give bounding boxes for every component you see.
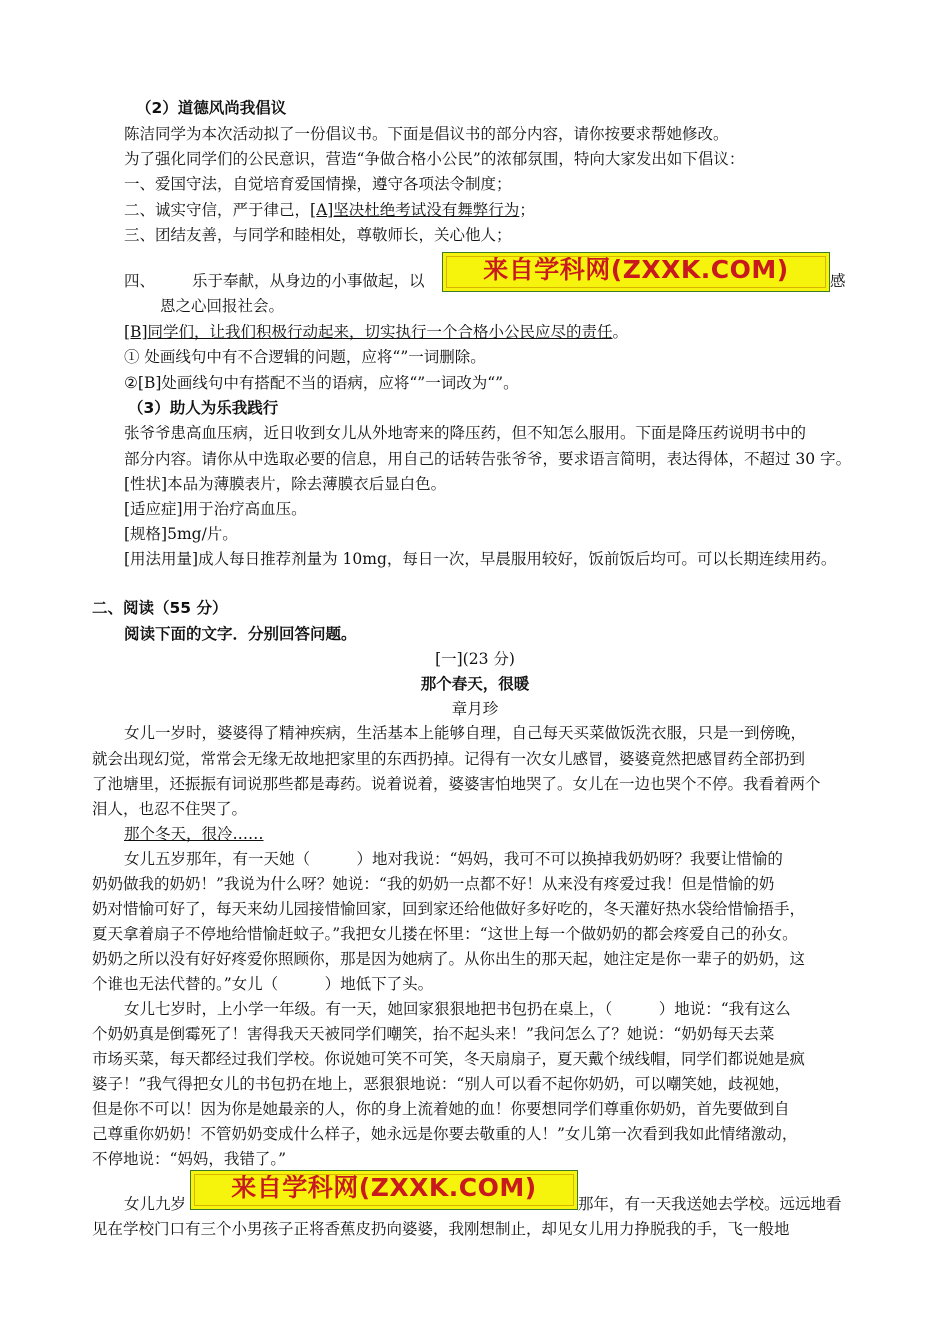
paragraph-line: 市场买菜，每天都经过我们学校。你说她可笑不可笑，冬天扇扇子，夏天戴个绒线帽，同学们都说她是疯 <box>92 1050 806 1068</box>
paragraph-line: 见在学校门口有三个小男孩子正将香蕉皮扔向婆婆，我刚想制止，却见女儿用力挣脱我的手，飞一般地 <box>92 1220 790 1238</box>
helping-intro-1: 张爷爷患高血压病，近日收到女儿从外地寄来的降压药，但不知怎么服用。下面是降压药说明书中的 <box>124 424 807 442</box>
question-2: ②[B]处画线句中有搭配不当的语病，应将“”一词改为“”。 <box>124 374 519 392</box>
paragraph-line: 泪人，也忍不住哭了。 <box>92 800 248 818</box>
paragraph-line: 奶对惜愉可好了，每天来幼儿园接惜愉回家，回到家还给他做好多好吃的，冬天灌好热水袋给惜愉捂手， <box>92 900 806 918</box>
proposal-item-1: 一、爱国守法，自觉培育爱国情操，遵守各项法令制度； <box>124 175 512 193</box>
underlined-sentence-a: [A]坚决杜绝考试没有舞弊行为 <box>310 201 520 219</box>
paragraph-line: 奶奶之所以没有好好疼爱你照顾你，那是因为她病了。从你出生的那天起，她注定是你一辈子的奶奶，这 <box>92 950 806 968</box>
proposal-item-2 <box>124 200 535 220</box>
paragraph-line: 女儿七岁时，上小学一年级。有一天，她回家狠狠地把书包扔在桌上，（ ）地说：“我有这么 <box>124 1000 791 1018</box>
reading-instruction: 阅读下面的文字．分别回答问题。 <box>124 625 357 643</box>
proposal-item-2-suffix: ； <box>519 201 535 219</box>
paragraph-line: 个谁也无法代替的。”女儿（ ）地低下了头。 <box>92 975 434 993</box>
proposal-item-2-prefix: 二、诚实守信，严于律己， <box>124 201 311 219</box>
reading-heading: 二、阅读（55 分） <box>92 599 228 617</box>
watermark-banner: 来自学科网(ZXXK.COM) <box>442 252 830 292</box>
proposal-closing <box>124 322 628 342</box>
proposal-item-3: 三、团结友善，与同学和睦相处，尊敬师长，关心他人； <box>124 226 512 244</box>
paragraph-line: 但是你不可以！因为你是她最亲的人，你的身上流着她的血！你要想同学们尊重你奶奶，首先要做到自 <box>92 1100 790 1118</box>
question-1: ① 处画线句中有不合逻辑的问题，应将“”一词删除。 <box>124 348 486 366</box>
proposal-closing-end: 。 <box>612 323 629 341</box>
medicine-trait: [性状]本品为薄膜表片，除去薄膜衣后显白色。 <box>124 475 447 493</box>
paragraph-line: 女儿五岁那年，有一天她（ ）地对我说：“妈妈，我可不可以换掉我奶奶呀？我要让惜愉的 <box>124 850 783 868</box>
medicine-spec: [规格]5mg/片。 <box>124 525 238 543</box>
proposal-item-4-continued: 恩之心回报社会。 <box>160 297 285 315</box>
section-heading-helping: （3）助人为乐我践行 <box>128 399 279 417</box>
proposal-intro-2: 为了强化同学们的公民意识，营造“争做合格小公民”的浓郁氛围，特向大家发出如下倡议： <box>124 150 745 168</box>
paragraph-nine-prefix: 女儿九岁 <box>124 1195 187 1213</box>
medicine-usage: [用法用量]成人每日推荐剂量为 10mg，每日一次，早晨服用较好，饭前饭后均可。可以长期连续用药。 <box>124 550 837 568</box>
medicine-indication: [适应症]用于治疗高血压。 <box>124 500 307 518</box>
proposal-item-4-end: 感 <box>830 272 846 290</box>
story-title: 那个春天，很暖 <box>420 675 530 693</box>
reading-part-label: [一](23 分) <box>435 650 515 668</box>
paragraph-nine-suffix: 那年，有一天我送她去学校。远远地看 <box>578 1195 842 1213</box>
paragraph-line: 了池塘里，还振振有词说那些都是毒药。说着说着，婆婆害怕地哭了。女儿在一边也哭个不停。我看着两个 <box>92 775 821 793</box>
paragraph-line: 奶奶做我的奶奶！”我说为什么呀？她说：“我的奶奶一点都不好！从来没有疼爱过我！但是惜愉的奶 <box>92 875 775 893</box>
proposal-item-4-text: 乐于奉献，从身边的小事做起，以 <box>192 272 425 290</box>
paragraph-line: 个奶奶真是倒霉死了！害得我天天被同学们嘲笑，抬不起头来！”我问怎么了？她说：“奶奶每天去菜 <box>92 1025 775 1043</box>
proposal-item-4-number: 四、 <box>124 272 156 290</box>
paragraph-line: 婆子！”我气得把女儿的书包扔在地上，恶狠狠地说：“别人可以看不起你奶奶，可以嘲笑她，歧视她， <box>92 1075 790 1093</box>
helping-intro-2: 部分内容。请你从中选取必要的信息，用自己的话转告张爷爷，要求语言简明，表达得体，不超过 30 字。 <box>124 450 852 468</box>
story-author: 章月珍 <box>451 700 499 718</box>
watermark-banner: 来自学科网(ZXXK.COM) <box>190 1170 578 1210</box>
paragraph-line-underlined: 那个冬天，很冷…… <box>124 825 264 843</box>
paragraph-line: 夏天拿着扇子不停地给惜愉赶蚊子。”我把女儿搂在怀里：“这世上每一个做奶奶的都会疼爱自己的孙女。 <box>92 925 798 943</box>
paragraph-line: 就会出现幻觉，常常会无缘无故地把家里的东西扔掉。记得有一次女儿感冒，婆婆竟然把感冒药全部扔到 <box>92 750 806 768</box>
proposal-intro-1: 陈洁同学为本次活动拟了一份倡议书。下面是倡议书的部分内容，请你按要求帮她修改。 <box>124 125 729 143</box>
paragraph-line: 己尊重你奶奶！不管奶奶变成什么样子，她永远是你要去敬重的人！”女儿第一次看到我如此情绪激动， <box>92 1125 798 1143</box>
section-heading-proposal: （2）道德风尚我倡议 <box>136 99 287 117</box>
paragraph-line: 不停地说：“妈妈，我错了。” <box>92 1150 287 1168</box>
underlined-sentence-b: [B]同学们，让我们积极行动起来，切实执行一个合格小公民应尽的责任 <box>124 323 613 341</box>
paragraph-line: 女儿一岁时，婆婆得了精神疾病，生活基本上能够自理，自己每天买菜做饭洗衣服，只是一到傍晚， <box>124 724 807 742</box>
